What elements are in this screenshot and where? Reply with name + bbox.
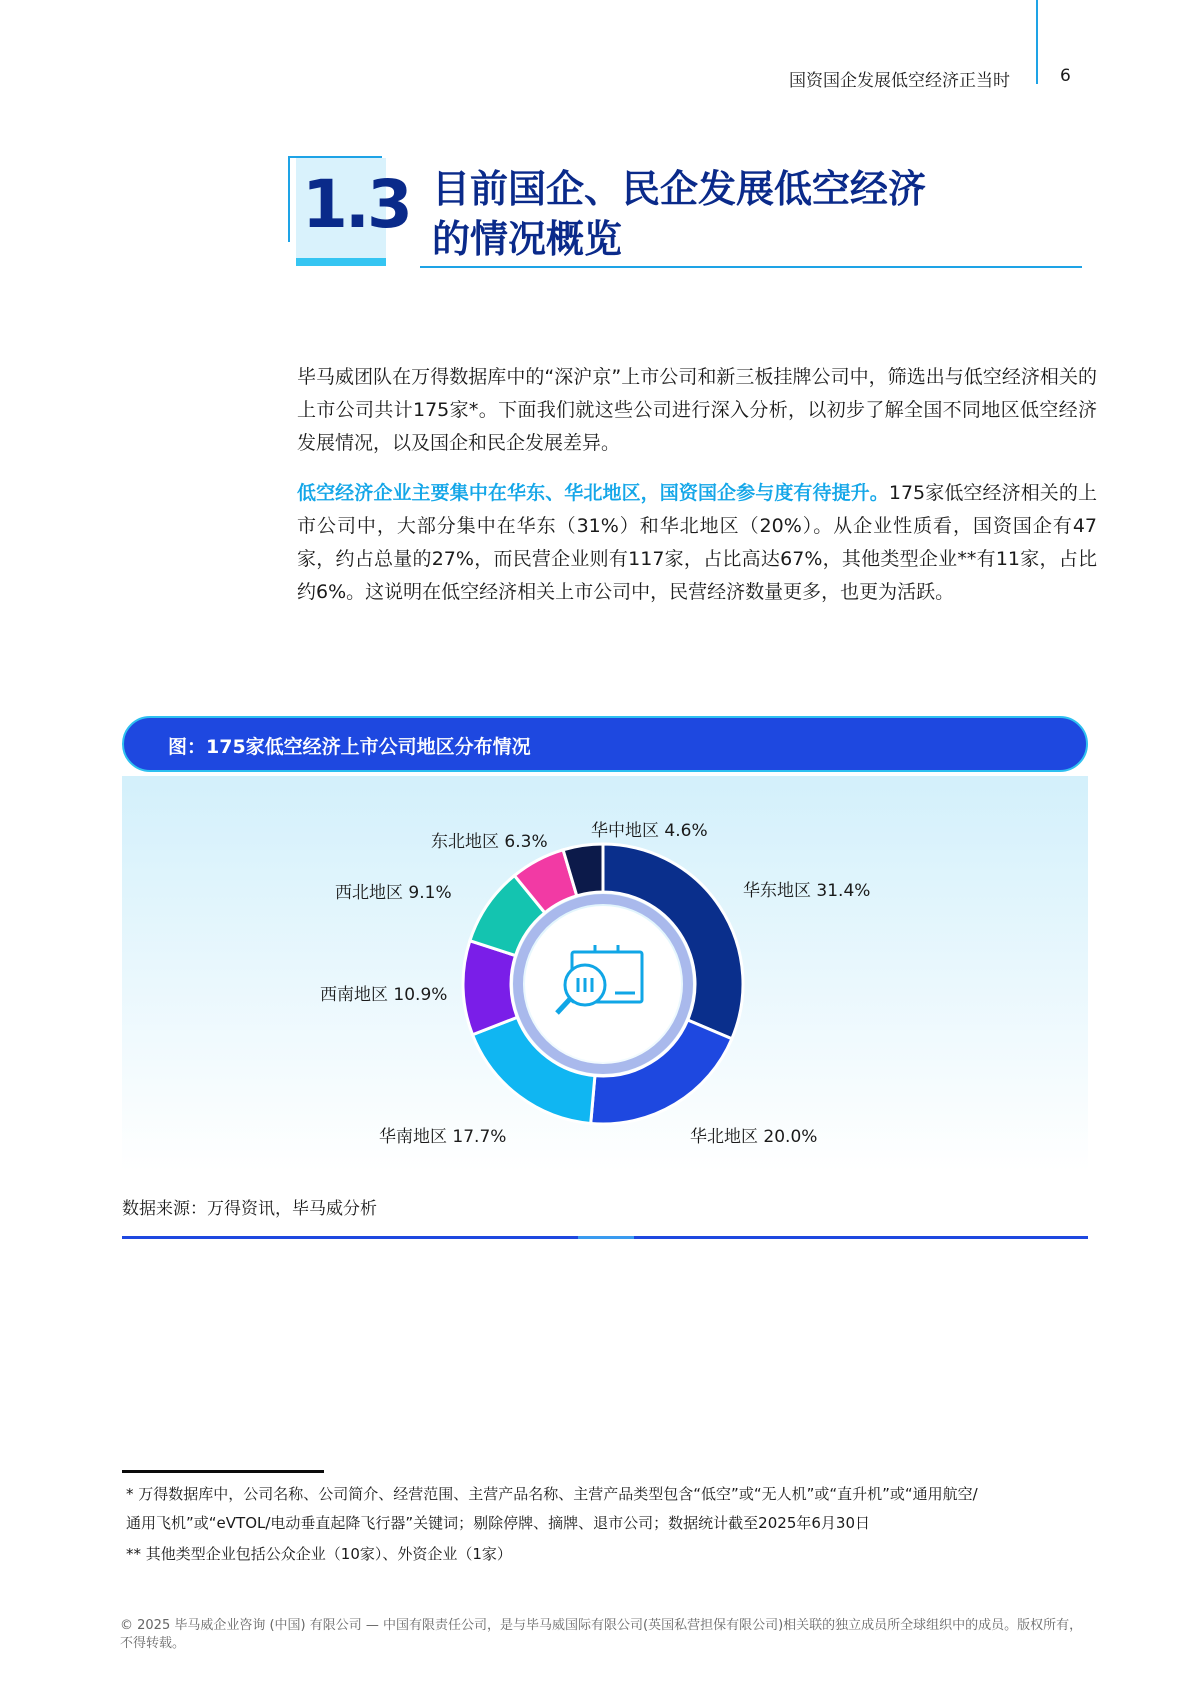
footnote-1-line2: 通用飞机”或“eVTOL/电动垂直起降飞行器”关键词；剔除停牌、摘牌、退市公司；数据统计截至2025年6月30日 xyxy=(126,1514,870,1532)
section-title-line1: 目前国企、民企发展低空经济 xyxy=(432,167,927,211)
section-title-line2: 的情况概览 xyxy=(432,217,623,261)
section-number: 1.3 xyxy=(302,166,410,243)
paragraph-highlight: 低空经济企业主要集中在华东、华北地区，国资国企参与度有待提升。 xyxy=(297,482,889,504)
label-southwest: 西南地区 10.9% xyxy=(320,985,448,1005)
paragraph-text: 175家低空经济相关的上市公司中，大部分集中在华东（31%）和华北地区（20%）。从企业性质看，国资国企有47家，约占总量的27%，而民营企业则有117家，占比高达67%，其他类型企业**有11家，占比约6%。这说明在低空经济相关上市公司中，民营经济数量更多，也更为活跃。 xyxy=(297,482,1097,603)
figure-source: 数据来源：万得资讯，毕马威分析 xyxy=(122,1199,377,1219)
label-east-china: 华东地区 31.4% xyxy=(743,881,871,901)
running-title: 国资国企发展低空经济正当时 xyxy=(789,71,1010,91)
figure-bottom-rule-marker xyxy=(578,1236,634,1239)
figure-title: 图：175家低空经济上市公司地区分布情况 xyxy=(168,736,531,758)
label-central-china: 华中地区 4.6% xyxy=(591,821,708,841)
page-number: 6 xyxy=(1060,66,1071,86)
footnote-1-line1: * 万得数据库中，公司名称、公司简介、经营范围、主营产品名称、主营产品类型包含“低空”或“无人机”或“直升机”或“通用航空/ xyxy=(126,1485,978,1503)
footnote-divider xyxy=(122,1470,324,1473)
label-northwest: 西北地区 9.1% xyxy=(335,883,452,903)
label-north-china: 华北地区 20.0% xyxy=(690,1127,818,1147)
label-northeast: 东北地区 6.3% xyxy=(431,832,548,852)
label-south-china: 华南地区 17.7% xyxy=(379,1127,507,1147)
body-paragraph-1: 毕马威团队在万得数据库中的“深沪京”上市公司和新三板挂牌公司中，筛选出与低空经济相关的上市公司共计175家*。下面我们就这些公司进行深入分析，以初步了解全国不同地区低空经济发展情况，以及国企和民企发展差异。 xyxy=(297,366,1097,454)
footnote-2: ** 其他类型企业包括公众企业（10家）、外资企业（1家） xyxy=(126,1545,512,1563)
copyright-notice: © 2025 毕马威企业咨询 (中国) 有限公司 — 中国有限责任公司，是与毕马威国际有限公司(英国私营担保有限公司)相关联的独立成员所全球组织中的成员。版权所有，不得转载。 xyxy=(120,1618,1083,1651)
